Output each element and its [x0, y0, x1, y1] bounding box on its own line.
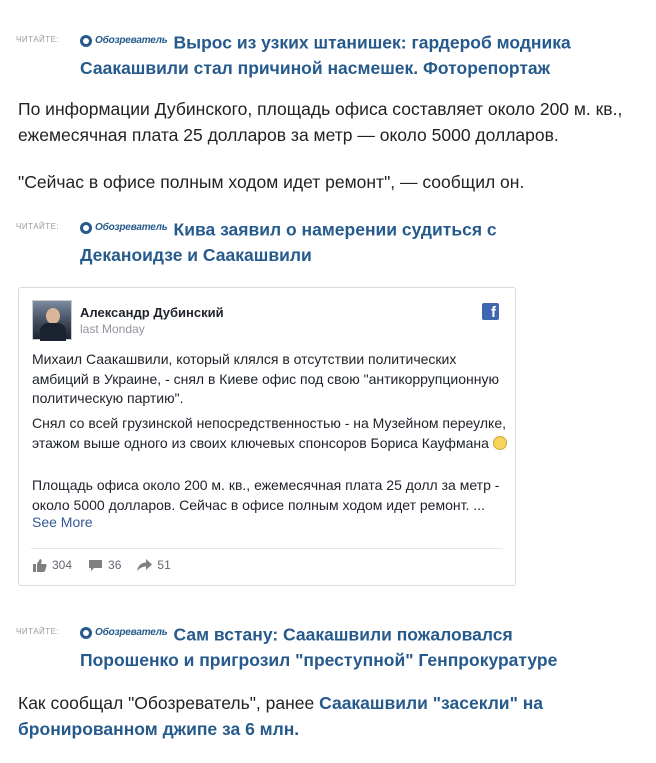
read-also-label: ЧИТАЙТЕ:	[16, 35, 60, 44]
obozrevatel-logo-icon	[80, 35, 92, 47]
post-paragraph-1: Михаил Саакашвили, который клялся в отсутствии политических амбиций в Украине, - снял в Киеве офис под свою "антикоррупционную политическую партию".	[32, 351, 499, 406]
obozrevatel-logo: Обозреватель	[80, 215, 168, 240]
smile-emoji-icon	[493, 436, 507, 450]
read-also-link[interactable]: Кива заявил о намерении судиться с Деканоидзе и Саакашвили	[80, 219, 497, 265]
post-date[interactable]: last Monday	[80, 322, 145, 336]
closing-paragraph: Как сообщал "Обозреватель", ранее Саакашвили "засекли" на бронированном джипе за 6 млн.	[18, 693, 544, 739]
obozrevatel-logo-icon	[80, 627, 92, 639]
shares-stat[interactable]: 51	[137, 558, 170, 572]
post-stats	[33, 558, 187, 572]
comment-icon	[88, 559, 103, 572]
post-author-name[interactable]: Александр Дубинский	[80, 305, 224, 320]
see-more-link[interactable]: See More	[32, 514, 93, 530]
obozrevatel-logo: Обозреватель	[80, 620, 168, 645]
read-also-link[interactable]: Сам встану: Саакашвили пожаловался Порошенко и пригрозил "преступной" Генпрокуратуре	[80, 624, 558, 670]
obozrevatel-logo-icon	[80, 222, 92, 234]
facebook-icon[interactable]: f	[482, 303, 499, 320]
read-also-label: ЧИТАЙТЕ:	[16, 222, 60, 231]
likes-stat[interactable]: 304	[33, 558, 72, 572]
like-icon	[33, 559, 47, 572]
read-also-block-1	[16, 28, 600, 81]
comments-stat[interactable]: 36	[88, 558, 121, 572]
facebook-post-embed	[18, 287, 516, 586]
paragraph: По информации Дубинского, площадь офиса составляет около 200 м. кв., ежемесячная плата 25 долларов за метр — около 5000 долларов.	[18, 99, 623, 145]
author-avatar[interactable]	[32, 300, 72, 340]
read-also-label: ЧИТАЙТЕ:	[16, 627, 60, 636]
divider	[31, 548, 503, 549]
share-icon	[137, 559, 152, 571]
post-paragraph-2: Снял со всей грузинской непосредственностью - на Музейном переулке, этажом выше одного из своих ключевых спонсоров Бориса Кауфмана	[32, 415, 506, 451]
paragraph: "Сейчас в офисе полным ходом идет ремонт", — сообщил он.	[18, 172, 525, 192]
read-also-link[interactable]: Вырос из узких штанишек: гардероб модника Саакашвили стал причиной насмешек. Фоторепортаж	[80, 32, 571, 78]
closing-link[interactable]: Саакашвили "засекли" на бронированном джипе за 6 млн.	[18, 693, 544, 739]
read-also-block-3	[16, 620, 600, 673]
post-paragraph-3: Площадь офиса около 200 м. кв., ежемесячная плата 25 долл за метр - около 5000 долларов. Сейчас в офисе полным ходом идет ремонт. ...	[32, 477, 500, 513]
read-also-block-2	[16, 215, 600, 268]
obozrevatel-logo: Обозреватель	[80, 28, 168, 53]
